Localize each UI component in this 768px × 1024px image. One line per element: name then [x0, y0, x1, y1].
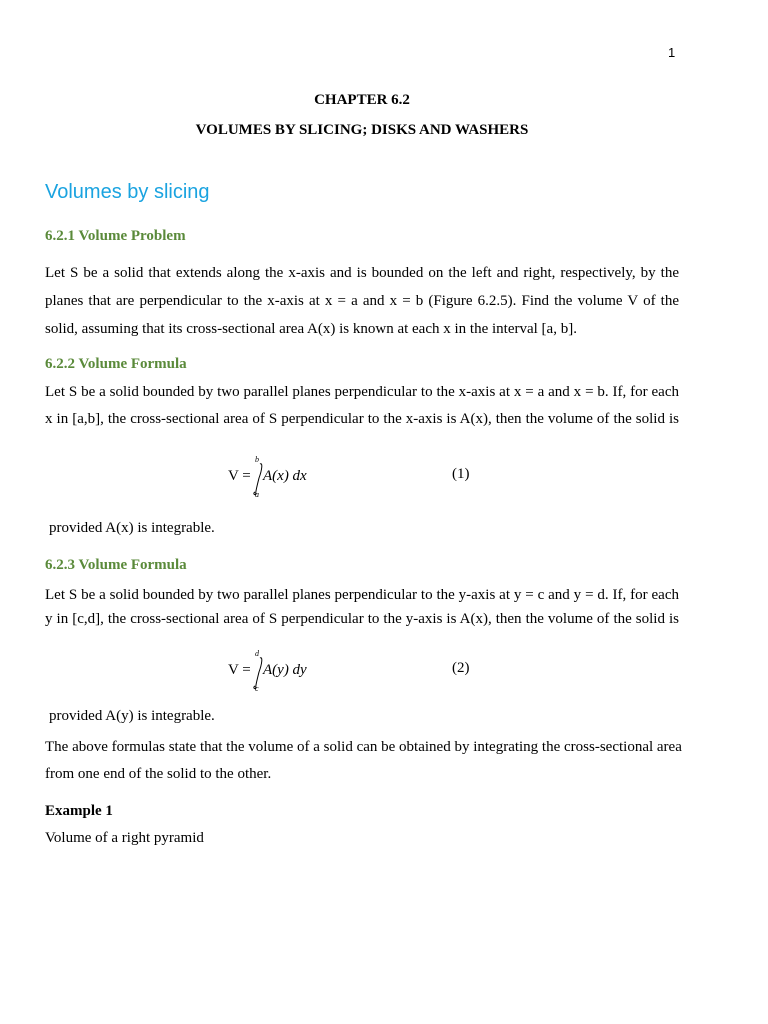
- formula-integrand: A(y) dy: [263, 662, 307, 678]
- formula-integrand: A(x) dx: [263, 468, 307, 484]
- chapter-subtitle: VOLUMES BY SLICING; DISKS AND WASHERS: [195, 122, 529, 138]
- paragraph-line: The above formulas state that the volume of a solid can be obtained by integrating the cross-sectional area: [45, 739, 682, 755]
- formula-1: [220, 450, 340, 502]
- paragraph-volume-formula-y: [45, 583, 679, 631]
- paragraph-line: x in [a,b], the cross-sectional area of S perpendicular to the x-axis is A(x), then the volume of the solid is: [45, 411, 679, 427]
- paragraph-line: solid, assuming that its cross-sectional area A(x) is known at each x in the interval [a, b].: [45, 321, 577, 337]
- paragraph-line: Let S be a solid bounded by two parallel planes perpendicular to the y-axis at y = c and y = d. If, for each: [45, 587, 679, 603]
- page-number: 1: [668, 45, 676, 60]
- equation-number-1: (1): [452, 466, 470, 482]
- heading-volume-formula-x: 6.2.2 Volume Formula: [45, 356, 187, 372]
- paragraph-volume-problem: [45, 259, 679, 343]
- example-text: Volume of a right pyramid: [45, 830, 204, 846]
- integral-upper-limit: d: [255, 649, 259, 658]
- integral-lower-limit: c: [255, 684, 259, 693]
- paragraph-line: planes that are perpendicular to the x-axis at x = a and x = b (Figure 6.2.5). Find the volume V of the: [45, 293, 679, 309]
- formula-lhs: V =: [228, 468, 251, 484]
- example-label: Example 1: [45, 803, 113, 819]
- paragraph-line: from one end of the solid to the other.: [45, 766, 272, 782]
- chapter-title: CHAPTER 6.2: [314, 92, 410, 108]
- integral-upper-limit: b: [255, 455, 259, 464]
- paragraph-line: y in [c,d], the cross-sectional area of S perpendicular to the y-axis is A(x), then the volume of the solid is: [45, 611, 679, 627]
- paragraph-line: Let S be a solid bounded by two parallel planes perpendicular to the x-axis at x = a and x = b. If, for each: [45, 384, 679, 400]
- formula-lhs: V =: [228, 662, 251, 678]
- section-title: Volumes by slicing: [45, 181, 210, 203]
- provided-note-1: provided A(x) is integrable.: [49, 520, 215, 536]
- equation-number-2: (2): [452, 660, 470, 676]
- paragraph-volume-formula-x: [45, 379, 679, 433]
- paragraph-line: Let S be a solid that extends along the x-axis and is bounded on the left and right, respectively, by the: [45, 265, 679, 281]
- paragraph-summary: [45, 734, 682, 788]
- heading-volume-formula-y: 6.2.3 Volume Formula: [45, 557, 187, 573]
- provided-note-2: provided A(y) is integrable.: [49, 708, 215, 724]
- heading-volume-problem: 6.2.1 Volume Problem: [45, 228, 186, 244]
- formula-2: [220, 644, 340, 696]
- integral-lower-limit: a: [255, 490, 259, 499]
